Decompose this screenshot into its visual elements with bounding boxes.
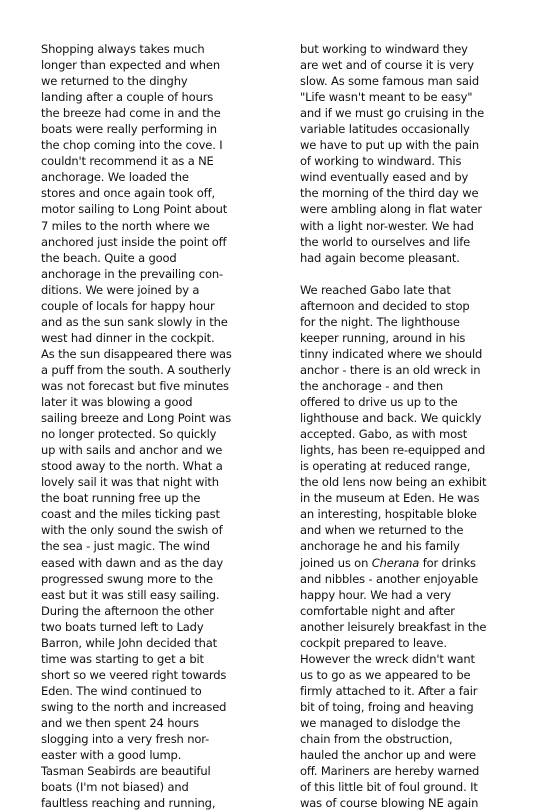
text-line: was not forecast but five minutes	[41, 378, 229, 393]
text-line: the sea - just magic. The wind	[41, 539, 210, 554]
text-line: Eden. The wind continued to	[41, 683, 202, 698]
text-line: the boat running free up the	[41, 491, 201, 506]
text-line: the beach. Quite a good	[41, 250, 177, 265]
text-line: was of course blowing NE again	[300, 796, 479, 811]
text-line: the morning of the third day we	[300, 186, 479, 201]
text-line: lighthouse and back. We quickly	[300, 411, 482, 426]
text-line: no longer protected. So quickly	[41, 427, 217, 442]
text-line: an interesting, hospitable bloke	[300, 507, 477, 522]
text-line: happy hour. We had a very	[300, 587, 452, 602]
text-line: wind eventually eased and by	[300, 170, 469, 185]
text-line: progressed swung more to the	[41, 571, 213, 586]
text-line: are wet and of course it is very	[300, 58, 474, 73]
text-line: up with sails and anchor and we	[41, 443, 223, 458]
text-line: and we then spent 24 hours	[41, 715, 199, 730]
text-line: As the sun disappeared there was	[41, 346, 232, 361]
text-line: had again become pleasant.	[300, 250, 460, 265]
text-line: We reached Gabo late that	[300, 282, 451, 297]
text-line: anchored just inside the point off	[41, 234, 227, 249]
text-line: but working to windward they	[300, 42, 468, 56]
text-line: slogging into a very fresh nor-	[41, 732, 210, 747]
text-line: and if we must go cruising in the	[300, 106, 484, 121]
text-line: faultless reaching and running,	[41, 796, 216, 811]
text-line: coast and the miles ticking past	[41, 507, 220, 522]
text-line: with the only sound the swish of	[41, 523, 223, 538]
text-line: two boats turned left to Lady	[41, 619, 204, 634]
text-line: another leisurely breakfast in the	[300, 619, 487, 634]
right-paragraph-1	[300, 41, 532, 266]
text-line: offered to drive us up to the	[300, 395, 458, 410]
text-line: anchorage. We loaded the	[41, 170, 189, 185]
text-line: boats (I'm not biased) and	[41, 780, 189, 795]
text-line: east but it was still easy sailing.	[41, 587, 220, 602]
text-line: 7 miles to the north where we	[41, 218, 210, 233]
text-line: eased with dawn and as the day	[41, 555, 224, 570]
text-line: were ambling along in flat water	[300, 202, 482, 217]
boat-name-italic: Cherana	[371, 555, 420, 570]
text-line: for the night. The lighthouse	[300, 314, 460, 329]
text-line: stood away to the north. What a	[41, 459, 223, 474]
text-line: we returned to the dinghy	[41, 74, 188, 89]
text-line: motor sailing to Long Point about	[41, 202, 228, 217]
text-line: afternoon and decided to stop	[300, 298, 470, 313]
text-line: longer than expected and when	[41, 58, 220, 73]
text-line: easter with a good lump.	[41, 748, 182, 763]
text-line: tinny indicated where we should	[300, 346, 483, 361]
text-line: west had dinner in the cockpit.	[41, 330, 215, 345]
text-line: Shopping always takes much	[41, 42, 205, 56]
text-line: stores and once again took off,	[41, 186, 215, 201]
text-line: and as the sun sank slowly in the	[41, 314, 228, 329]
text-line: the anchorage - and then	[300, 378, 443, 393]
text-line: us to go as we appeared to be	[300, 667, 471, 682]
text-line: During the afternoon the other	[41, 603, 214, 618]
text-line: in the museum at Eden. He was	[300, 491, 480, 506]
right-column	[300, 41, 532, 811]
text-line: later it was blowing a good	[41, 395, 193, 410]
text-line: variable latitudes occasionally	[300, 122, 470, 137]
text-line: comfortable night and after	[300, 603, 455, 618]
text-line: cockpit prepared to leave.	[300, 635, 447, 650]
text-line: of working to windward. This	[300, 154, 462, 169]
paragraph-gap	[300, 266, 532, 282]
text-line: the chop coming into the cove. I	[41, 138, 223, 153]
text-line: anchor - there is an old wreck in	[300, 362, 481, 377]
text-line-cherana	[300, 555, 532, 571]
text-line: the world to ourselves and life	[300, 234, 471, 249]
text-line: we managed to dislodge the	[300, 715, 461, 730]
right-paragraph-2-part-a	[300, 282, 532, 555]
text-line: couple of locals for happy hour	[41, 298, 215, 313]
text-line: lovely sail it was that night with	[41, 475, 219, 490]
text-line: is operating at reduced range,	[300, 459, 471, 474]
text-line: keeper running, around in his	[300, 330, 466, 345]
text-line: the old lens now being an exhibit	[300, 475, 487, 490]
text-line: lights, has been re-equipped and	[300, 443, 486, 458]
text-line: off. Mariners are hereby warned	[300, 764, 480, 779]
text-line: short so we veered right towards	[41, 667, 227, 682]
text-line: ditions. We were joined by a	[41, 282, 200, 297]
text-line: couldn't recommend it as a NE	[41, 154, 214, 169]
text-line: slow. As some famous man said	[300, 74, 480, 89]
text-line: of this little bit of foul ground. It	[300, 780, 478, 795]
text-line: chain from the obstruction,	[300, 732, 453, 747]
text-line: landing after a couple of hours	[41, 90, 214, 105]
text-line: "Life wasn't meant to be easy"	[300, 90, 473, 105]
text-line: and when we returned to the	[300, 523, 464, 538]
text-line: hauled the anchor up and were	[300, 748, 476, 763]
text-line: a puff from the south. A southerly	[41, 362, 231, 377]
text-line: anchorage in the prevailing con-	[41, 266, 223, 281]
text-line: However the wreck didn't want	[300, 651, 475, 666]
text-line: accepted. Gabo, as with most	[300, 427, 468, 442]
text-segment: joined us on	[300, 555, 372, 570]
text-line: sailing breeze and Long Point was	[41, 411, 232, 426]
text-line: swing to the north and increased	[41, 699, 227, 714]
text-line: time was starting to get a bit	[41, 651, 204, 666]
text-segment: for drinks	[419, 555, 476, 570]
text-line: Barron, while John decided that	[41, 635, 217, 650]
right-paragraph-2-part-b	[300, 571, 532, 811]
text-line: anchorage he and his family	[300, 539, 460, 554]
text-line: firmly attached to it. After a fair	[300, 683, 478, 698]
text-line: with a light nor-wester. We had	[300, 218, 474, 233]
text-line: the breeze had come in and the	[41, 106, 221, 121]
text-line: we have to put up with the pain	[300, 138, 479, 153]
text-line: boats were really performing in	[41, 122, 217, 137]
text-line: and nibbles - another enjoyable	[300, 571, 479, 586]
text-line: Tasman Seabirds are beautiful	[41, 764, 211, 779]
left-column	[41, 41, 281, 811]
text-line: bit of toing, froing and heaving	[300, 699, 474, 714]
